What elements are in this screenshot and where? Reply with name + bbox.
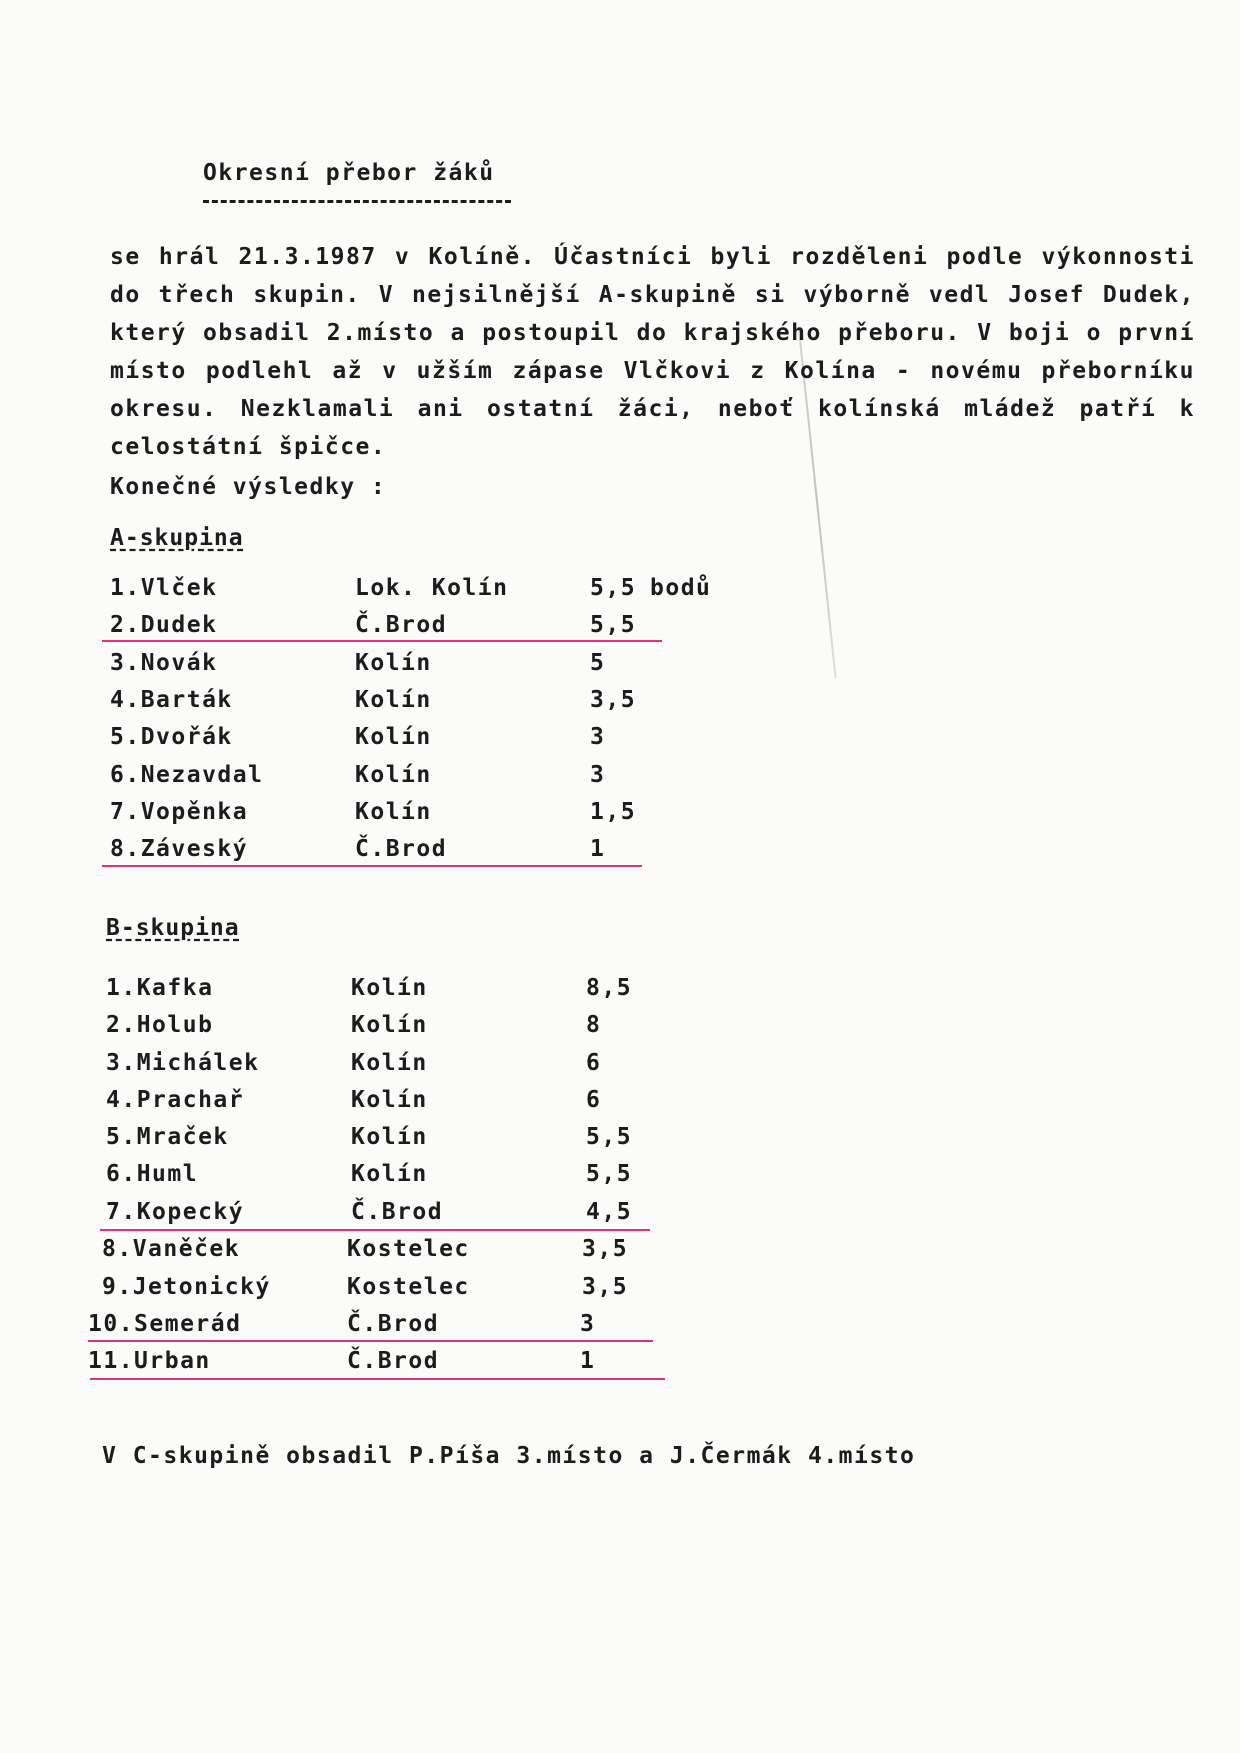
title-underline bbox=[203, 200, 511, 203]
player-name: 6.Huml bbox=[106, 1161, 199, 1187]
player-club: Kolín bbox=[355, 687, 432, 713]
player-points: 8,5 bbox=[586, 975, 633, 1001]
player-club: Kostelec bbox=[347, 1236, 470, 1262]
highlight-line bbox=[90, 1378, 665, 1380]
player-name: 7.Kopecký bbox=[106, 1199, 245, 1225]
table-row bbox=[102, 1274, 802, 1308]
points-unit: bodů bbox=[650, 575, 712, 601]
highlight-line bbox=[102, 865, 642, 867]
player-points: 3 bbox=[590, 724, 606, 750]
player-points: 1,5 bbox=[590, 799, 637, 825]
player-club: Č.Brod bbox=[355, 836, 448, 862]
player-club: Kolín bbox=[351, 1161, 428, 1187]
player-points: 5,5 bbox=[590, 575, 637, 601]
player-club: Kolín bbox=[355, 650, 432, 676]
player-club: Č.Brod bbox=[351, 1199, 444, 1225]
player-points: 1 bbox=[590, 836, 606, 862]
table-row bbox=[110, 799, 810, 833]
player-points: 1 bbox=[580, 1348, 596, 1374]
player-name: 2.Holub bbox=[106, 1012, 214, 1038]
player-points: 3,5 bbox=[582, 1236, 629, 1262]
table-row bbox=[110, 762, 810, 796]
results-heading: Konečné výsledky : bbox=[110, 474, 387, 500]
player-club: Kolín bbox=[351, 1012, 428, 1038]
player-club: Kolín bbox=[351, 1124, 428, 1150]
report-paragraph: se hrál 21.3.1987 v Kolíně. Účastníci byli rozděleni podle výkonnosti do třech skupin. V nejsilnější A-skupině si výborně vedl Josef Dudek, který obsadil 2.místo a postoupil do krajského přeboru. V boji o první místo podlehl až v užším zápase Vlčkovi z Kolína - novému přeborníku okresu. Nezklamali ani ostatní žáci, neboť kolínská mládež patří k celostátní špičce. bbox=[110, 244, 1195, 460]
highlight-line bbox=[102, 640, 662, 642]
player-name: 2.Dudek bbox=[110, 612, 218, 638]
group-b-heading: B-skupina bbox=[106, 915, 240, 941]
player-name: 8.Vaněček bbox=[102, 1236, 241, 1262]
table-row bbox=[106, 975, 806, 1009]
player-club: Kostelec bbox=[347, 1274, 470, 1300]
table-row bbox=[106, 1050, 806, 1084]
player-points: 3,5 bbox=[590, 687, 637, 713]
player-name: 5.Mraček bbox=[106, 1124, 229, 1150]
document-title: Okresní přebor žáků bbox=[203, 160, 495, 186]
player-points: 6 bbox=[586, 1050, 602, 1076]
table-row bbox=[106, 1199, 806, 1233]
player-name: 6.Nezavdal bbox=[110, 762, 264, 788]
player-name: 11.Urban bbox=[88, 1348, 211, 1374]
player-club: Č.Brod bbox=[347, 1311, 440, 1337]
player-club: Č.Brod bbox=[347, 1348, 440, 1374]
player-name: 4.Barták bbox=[110, 687, 233, 713]
group-c-note: V C-skupině obsadil P.Píša 3.místo a J.Čermák 4.místo bbox=[102, 1443, 916, 1469]
player-name: 3.Novák bbox=[110, 650, 218, 676]
player-name: 3.Michálek bbox=[106, 1050, 260, 1076]
table-row bbox=[110, 724, 810, 758]
player-points: 5,5 bbox=[590, 612, 637, 638]
table-row bbox=[106, 1087, 806, 1121]
player-points: 3 bbox=[580, 1311, 596, 1337]
player-name: 8.Záveský bbox=[110, 836, 249, 862]
table-row bbox=[88, 1348, 788, 1382]
player-name: 7.Vopěnka bbox=[110, 799, 249, 825]
player-club: Kolín bbox=[355, 762, 432, 788]
player-name: 9.Jetonický bbox=[102, 1274, 271, 1300]
player-points: 3,5 bbox=[582, 1274, 629, 1300]
table-row bbox=[110, 575, 810, 609]
highlight-line bbox=[100, 1229, 650, 1231]
player-points: 5,5 bbox=[586, 1124, 633, 1150]
player-name: 1.Kafka bbox=[106, 975, 214, 1001]
highlight-line bbox=[88, 1340, 653, 1342]
player-name: 5.Dvořák bbox=[110, 724, 233, 750]
player-club: Kolín bbox=[351, 1050, 428, 1076]
player-club: Lok. Kolín bbox=[355, 575, 509, 601]
player-name: 10.Semerád bbox=[88, 1311, 242, 1337]
player-points: 8 bbox=[586, 1012, 602, 1038]
table-row bbox=[106, 1012, 806, 1046]
table-row bbox=[106, 1161, 806, 1195]
player-club: Kolín bbox=[355, 724, 432, 750]
player-points: 4,5 bbox=[586, 1199, 633, 1225]
player-club: Kolín bbox=[351, 1087, 428, 1113]
player-name: 4.Prachař bbox=[106, 1087, 245, 1113]
table-row bbox=[106, 1124, 806, 1158]
player-points: 5 bbox=[590, 650, 606, 676]
player-points: 6 bbox=[586, 1087, 602, 1113]
table-row bbox=[102, 1236, 802, 1270]
player-points: 3 bbox=[590, 762, 606, 788]
player-club: Kolín bbox=[355, 799, 432, 825]
player-club: Kolín bbox=[351, 975, 428, 1001]
group-a-heading: A-skupina bbox=[110, 525, 244, 551]
table-row bbox=[110, 650, 810, 684]
table-row bbox=[110, 687, 810, 721]
player-name: 1.Vlček bbox=[110, 575, 218, 601]
player-points: 5,5 bbox=[586, 1161, 633, 1187]
player-club: Č.Brod bbox=[355, 612, 448, 638]
